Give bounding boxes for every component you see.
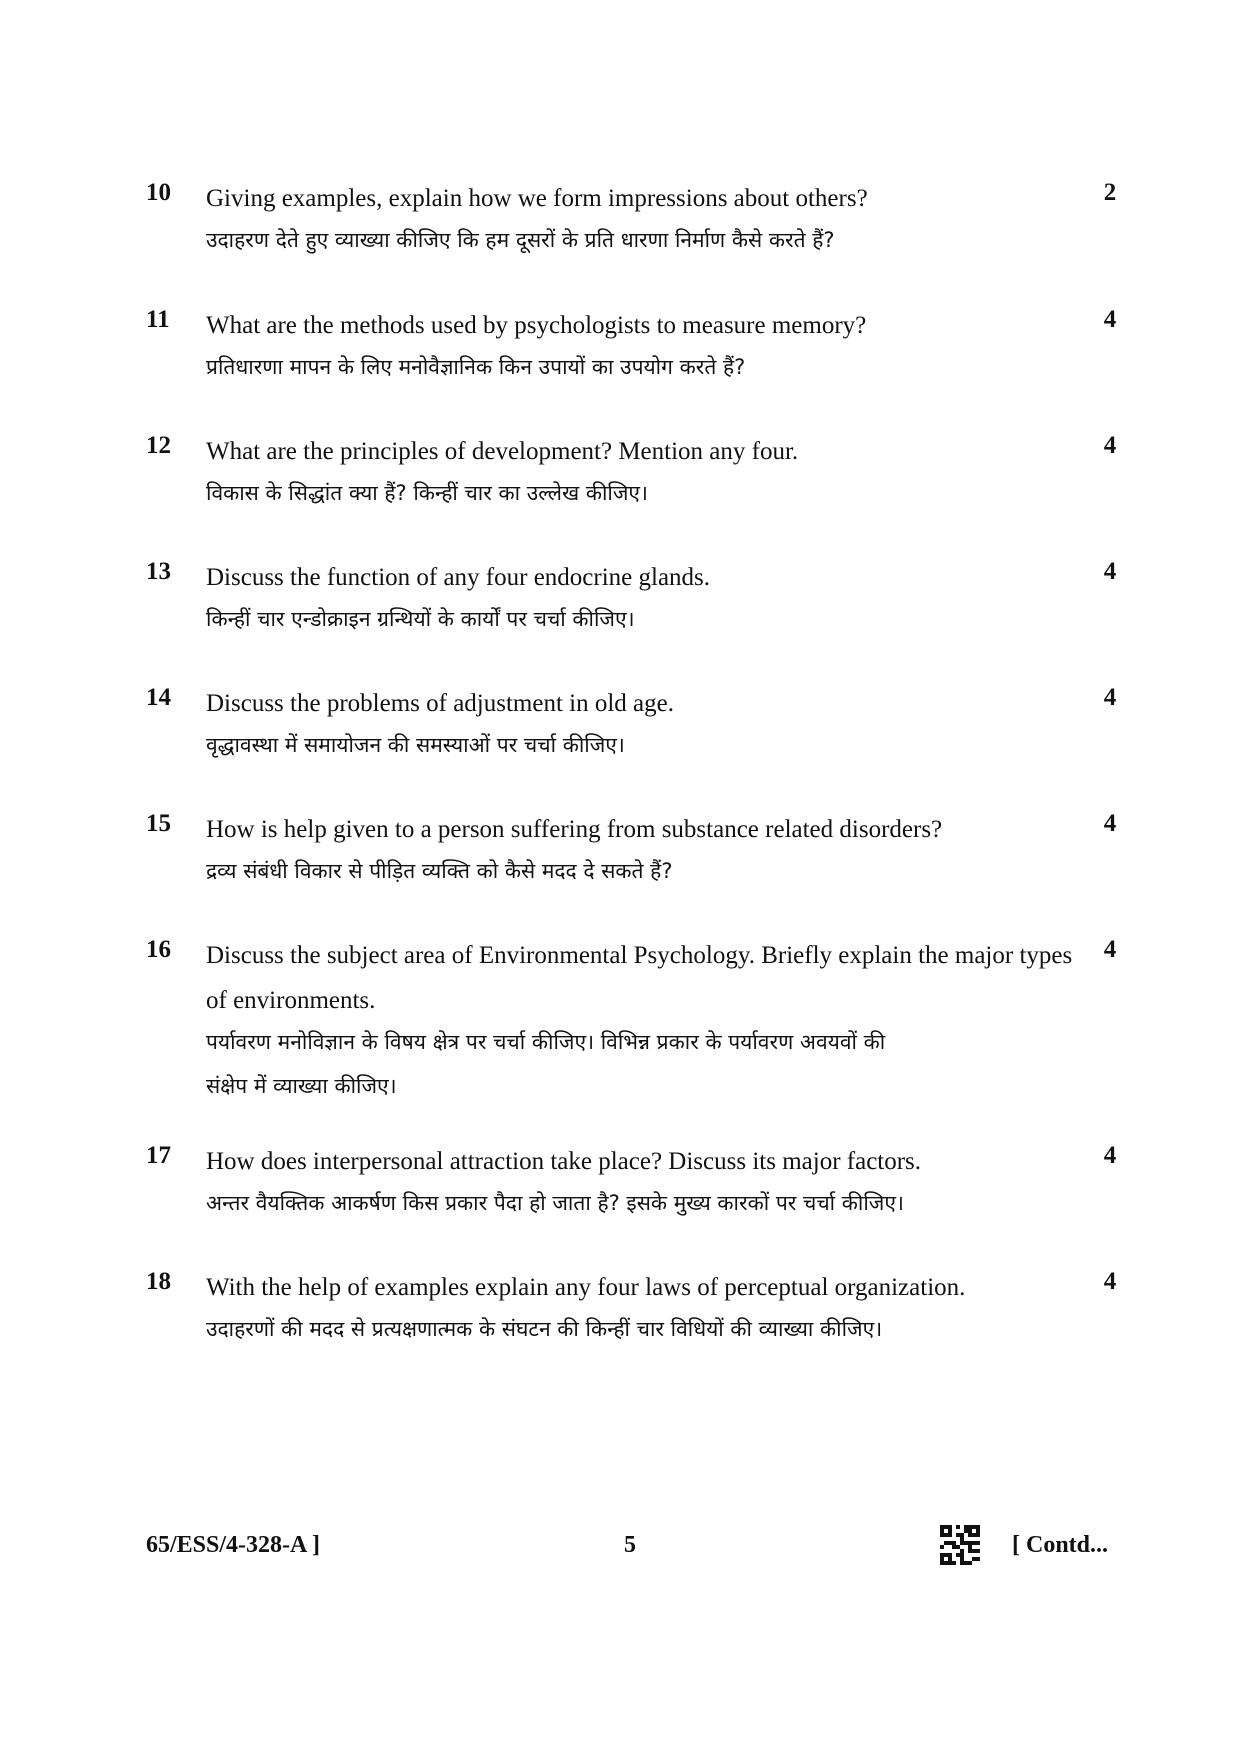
question-marks: 4: [1103, 1142, 1117, 1169]
question-text-hindi: द्रव्य संबंधी विकार से पीड़ित व्यक्ति को कैसे मदद दे सकते हैं?: [206, 859, 673, 883]
qr-code-icon: [940, 1524, 980, 1566]
paper-code: 65/ESS/4-328-A ]: [146, 1532, 321, 1558]
question-text-hindi: उदाहरणों की मदद से प्रत्यक्षणात्मक के संघटन की किन्हीं चार विधियों की व्याख्या कीजिए।: [206, 1317, 883, 1341]
question-marks: 4: [1103, 558, 1117, 585]
question-number: 17: [146, 1142, 171, 1169]
question-text-hindi: विकास के सिद्धांत क्या हैं? किन्हीं चार का उल्लेख कीजिए।: [206, 481, 648, 505]
question-marks: 4: [1103, 1268, 1117, 1295]
question-text-hindi: उदाहरण देते हुए व्याख्या कीजिए कि हम दूसरों के प्रति धारणा निर्माण कैसे करते हैं?: [206, 228, 835, 252]
question-text-hindi: प्रतिधारणा मापन के लिए मनोवैज्ञानिक किन उपायों का उपयोग करते हैं?: [206, 355, 746, 379]
question-marks: 4: [1103, 432, 1117, 459]
question-text-english: Discuss the function of any four endocrine glands.: [206, 564, 711, 591]
question-number: 11: [146, 306, 170, 333]
question-number: 12: [146, 432, 171, 459]
question-number: 13: [146, 558, 171, 585]
question-text-hindi: वृद्धावस्था में समायोजन की समस्याओं पर चर्चा कीजिए।: [206, 733, 625, 757]
question-text-hindi: किन्हीं चार एन्डोक्राइन ग्रन्थियों के कार्यों पर चर्चा कीजिए।: [206, 607, 635, 631]
question-text-english: How does interpersonal attraction take place? Discuss its major factors.: [206, 1148, 922, 1175]
question-number: 14: [146, 684, 171, 711]
question-marks: 4: [1103, 810, 1117, 837]
question-text-hindi: संक्षेप में व्याख्या कीजिए।: [206, 1074, 397, 1098]
question-number: 15: [146, 810, 171, 837]
question-text-english: What are the principles of development? Mention any four.: [206, 438, 799, 465]
question-text-english: Giving examples, explain how we form impressions about others?: [206, 185, 868, 212]
question-marks: 4: [1103, 936, 1117, 963]
question-text-english: How is help given to a person suffering from substance related disorders?: [206, 816, 943, 843]
continued-label: [ Contd...: [1012, 1532, 1109, 1558]
question-text-english: With the help of examples explain any four laws of perceptual organization.: [206, 1274, 966, 1301]
question-text-english: Discuss the subject area of Environmental Psychology. Briefly explain the major types of environments.: [206, 942, 1073, 1014]
question-marks: 4: [1103, 306, 1117, 333]
page-number: 5: [624, 1532, 636, 1558]
question-text-english: Discuss the problems of adjustment in old age.: [206, 690, 674, 717]
question-number: 10: [146, 179, 171, 206]
question-marks: 4: [1103, 684, 1117, 711]
question-marks: 2: [1103, 179, 1117, 206]
question-text-english: What are the methods used by psychologists to measure memory?: [206, 312, 867, 339]
question-number: 18: [146, 1268, 171, 1295]
question-text-hindi: अन्तर वैयक्तिक आकर्षण किस प्रकार पैदा हो जाता है? इसके मुख्य कारकों पर चर्चा कीजिए।: [206, 1191, 904, 1215]
question-text-hindi: पर्यावरण मनोविज्ञान के विषय क्षेत्र पर चर्चा कीजिए। विभिन्न प्रकार के पर्यावरण अवयवों की: [206, 1030, 886, 1054]
page-footer: [0, 1528, 1240, 1568]
question-number: 16: [146, 936, 171, 963]
